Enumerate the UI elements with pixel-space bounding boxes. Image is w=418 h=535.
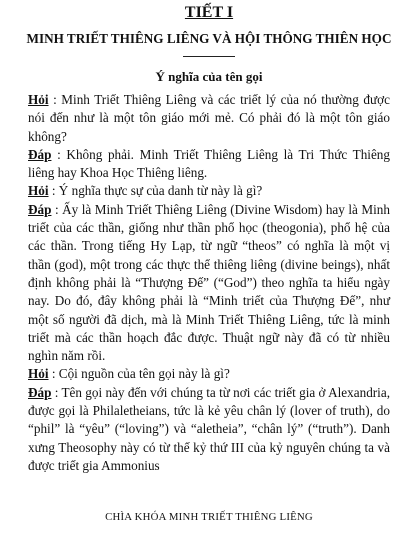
answer-label: Đáp	[28, 146, 52, 162]
question-label: Hỏi	[28, 92, 49, 107]
question-paragraph	[28, 91, 390, 146]
answer-text: : Tên gọi này đến với chúng ta từ nơi các triết gia ở Alexandria, được gọi là Philaletheians, tức là kẻ yêu chân lý (lover of truth), do “phil” là “yêu” (“loving”) và “aletheia”, “chân lý” (“truth”). Danh xưng Theosophy này có từ thế kỷ thứ III của kỷ nguyên chúng ta và được triết gia Ammonius	[28, 384, 390, 473]
question-label: Hỏi	[28, 183, 49, 199]
question-text: : Minh Triết Thiêng Liêng và các triết lý của nó thường được nói đến như là một tôn giáo mới mẻ. Có phải đó là một tôn giáo không?	[28, 92, 390, 144]
answer-label: Đáp	[28, 201, 52, 217]
subheading: Ý nghĩa của tên gọi	[155, 69, 263, 84]
answer-text: : Ấy là Minh Triết Thiêng Liêng (Divine Wisdom) hay là Minh triết của các thần, giống như thần phổ học (theogonia), phổ hệ của các thần. Trong tiếng Hy Lạp, từ ngữ “theos” có nghĩa là một vị thần (god), một trong các thực thể thiêng liêng (divine beings), nhất định không phải là “Thượng Đế” (“God”) theo nghĩa ta hiểu ngày nay. Do đó, đây không phải là “Minh triết của Thượng Đế”, như một số người đã dịch, mà là Minh Triết Thiêng Liêng, tức là minh triết mà các thần hoạch đắc được. Thuật ngữ này đã có từ nhiều nghìn năm rồi.	[28, 201, 390, 364]
answer-label: Đáp	[28, 384, 52, 400]
answer-paragraph	[28, 146, 390, 183]
question-paragraph	[28, 365, 390, 383]
answer-paragraph	[28, 201, 390, 366]
page-footer: CHÌA KHÓA MINH TRIẾT THIÊNG LIÊNG	[105, 511, 313, 523]
section-heading: MINH TRIẾT THIÊNG LIÊNG VÀ HỘI THÔNG THIÊN HỌC	[26, 31, 392, 46]
question-text: : Ý nghĩa thực sự của danh từ này là gì?	[48, 183, 263, 199]
qa-body	[28, 91, 390, 475]
answer-text: : Không phải. Minh Triết Thiêng Liêng là Tri Thức Thiêng liêng hay Khoa Học Thiêng liêng.	[28, 146, 390, 181]
divider	[183, 56, 235, 57]
chapter-title: TIẾT I	[184, 4, 234, 21]
question-text: : Cội nguồn của tên gọi này là gì?	[48, 366, 230, 382]
question-label: Hỏi	[28, 366, 49, 382]
answer-paragraph	[28, 384, 390, 475]
question-paragraph	[28, 182, 390, 200]
